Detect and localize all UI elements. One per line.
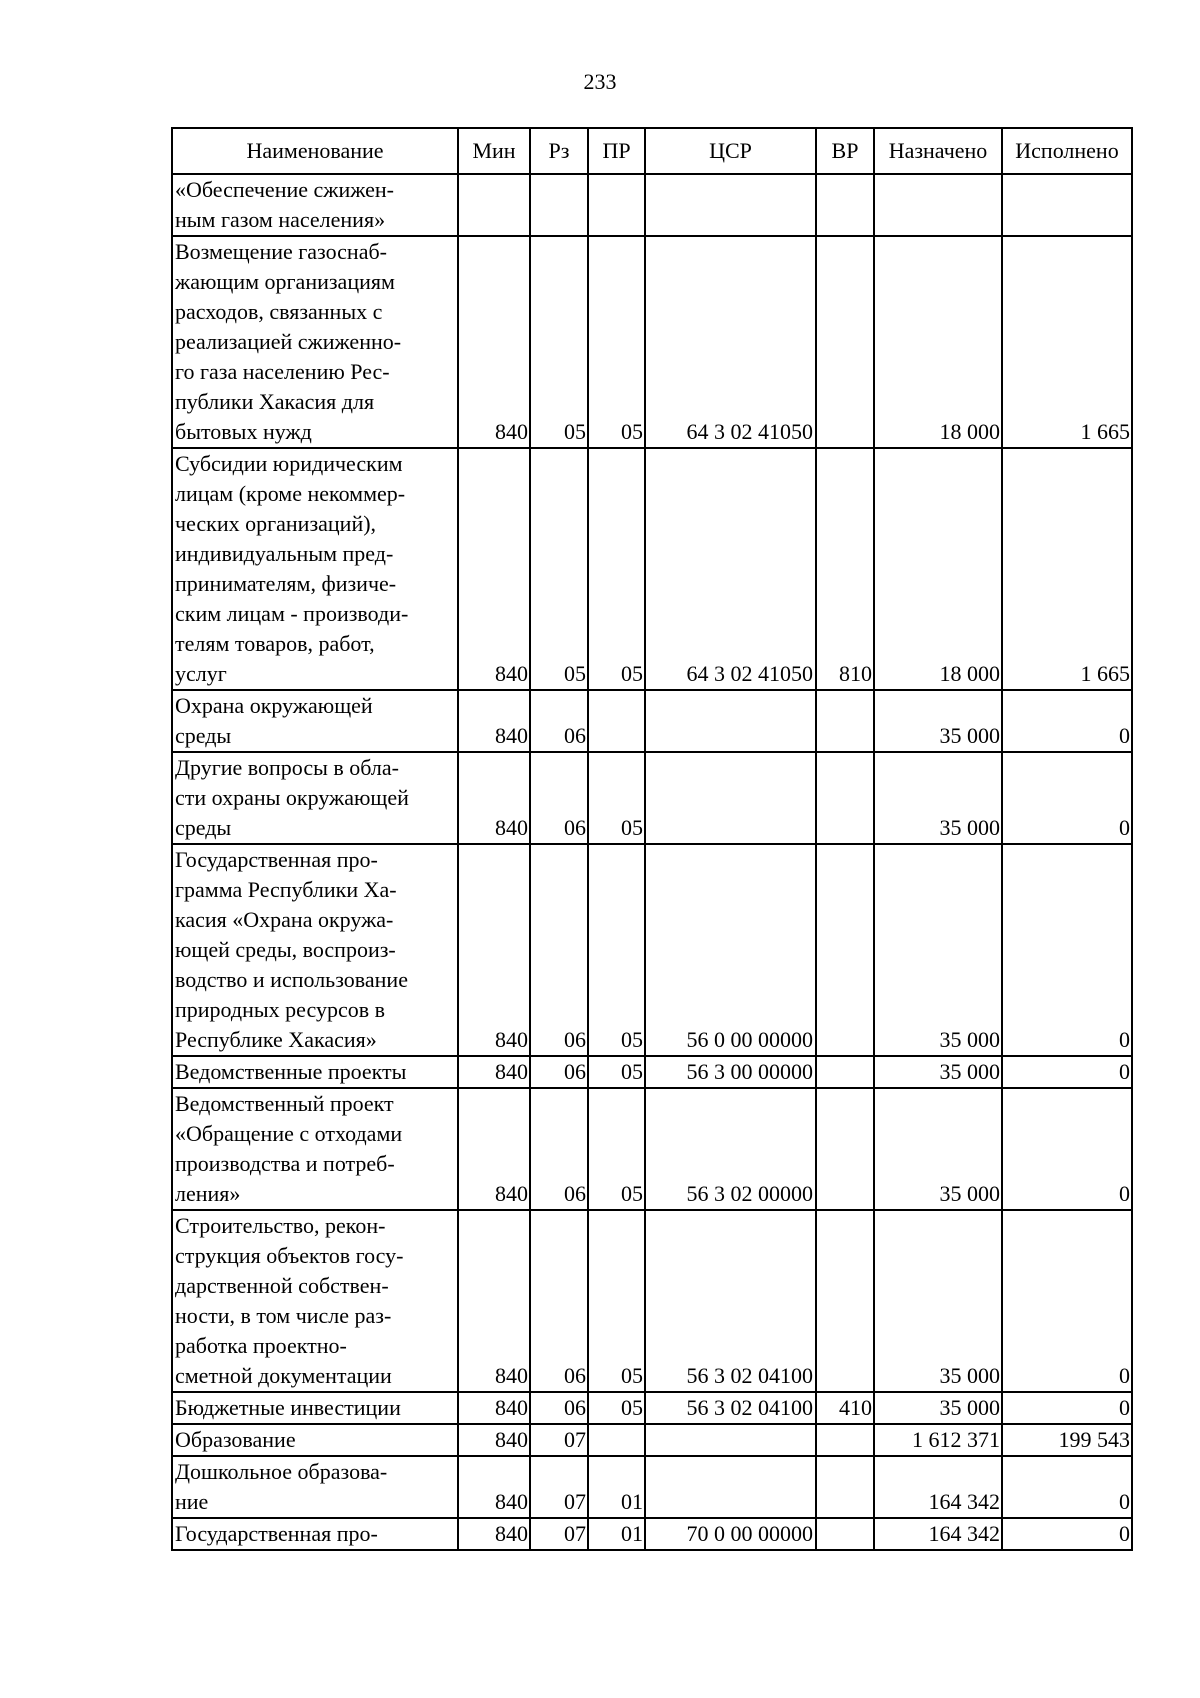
cell-min: 840 bbox=[458, 1088, 530, 1210]
cell-csr: 56 3 02 04100 bbox=[645, 1210, 816, 1392]
name-line: жающим организациям bbox=[175, 269, 395, 294]
name-line: го газа населению Рес- bbox=[175, 359, 390, 384]
cell-vr bbox=[816, 752, 874, 844]
name-line: струкция объектов госу- bbox=[175, 1243, 404, 1268]
table-row bbox=[172, 448, 1132, 690]
cell-name bbox=[172, 1392, 458, 1424]
cell-executed: 0 bbox=[1002, 1056, 1132, 1088]
name-line: работка проектно- bbox=[175, 1333, 347, 1358]
name-line: Бюджетные инвестиции bbox=[175, 1395, 401, 1420]
name-line: Охрана окружающей bbox=[175, 693, 373, 718]
cell-name bbox=[172, 1210, 458, 1392]
cell-rz: 06 bbox=[530, 1088, 588, 1210]
cell-pr: 05 bbox=[588, 1056, 645, 1088]
name-line: Дошкольное образова- bbox=[175, 1459, 388, 1484]
col-header-name: Наименование bbox=[172, 128, 458, 174]
cell-pr: 05 bbox=[588, 1210, 645, 1392]
cell-min: 840 bbox=[458, 1056, 530, 1088]
table-row bbox=[172, 174, 1132, 236]
col-header-vr: ВР bbox=[816, 128, 874, 174]
name-line: публики Хакасия для bbox=[175, 389, 375, 414]
cell-assigned: 18 000 bbox=[874, 448, 1002, 690]
cell-rz: 07 bbox=[530, 1424, 588, 1456]
cell-pr: 05 bbox=[588, 752, 645, 844]
table-row bbox=[172, 690, 1132, 752]
cell-executed: 0 bbox=[1002, 752, 1132, 844]
name-line: реализацией сжиженно- bbox=[175, 329, 402, 354]
cell-assigned: 35 000 bbox=[874, 690, 1002, 752]
name-line: среды bbox=[175, 723, 232, 748]
cell-executed: 199 543 bbox=[1002, 1424, 1132, 1456]
name-line: сти охраны окружающей bbox=[175, 785, 409, 810]
cell-assigned: 35 000 bbox=[874, 1210, 1002, 1392]
name-line: телям товаров, работ, bbox=[175, 631, 375, 656]
name-line: Государственная про- bbox=[175, 847, 378, 872]
cell-csr bbox=[645, 174, 816, 236]
cell-assigned: 35 000 bbox=[874, 1392, 1002, 1424]
cell-rz: 06 bbox=[530, 1210, 588, 1392]
name-line: Другие вопросы в обла- bbox=[175, 755, 399, 780]
name-line: Субсидии юридическим bbox=[175, 451, 403, 476]
cell-vr bbox=[816, 1456, 874, 1518]
cell-pr bbox=[588, 690, 645, 752]
cell-pr: 05 bbox=[588, 448, 645, 690]
name-line: грамма Республики Ха- bbox=[175, 877, 397, 902]
cell-csr: 56 3 00 00000 bbox=[645, 1056, 816, 1088]
cell-rz: 07 bbox=[530, 1456, 588, 1518]
cell-pr: 05 bbox=[588, 236, 645, 448]
table-row bbox=[172, 1088, 1132, 1210]
cell-min: 840 bbox=[458, 752, 530, 844]
cell-pr: 05 bbox=[588, 1392, 645, 1424]
name-line: лицам (кроме некоммер- bbox=[175, 481, 406, 506]
cell-min: 840 bbox=[458, 236, 530, 448]
budget-table bbox=[171, 127, 1133, 1551]
col-header-executed: Исполнено bbox=[1002, 128, 1132, 174]
cell-vr bbox=[816, 1088, 874, 1210]
cell-executed: 0 bbox=[1002, 690, 1132, 752]
table-row bbox=[172, 844, 1132, 1056]
cell-min: 840 bbox=[458, 1518, 530, 1550]
table-row bbox=[172, 1456, 1132, 1518]
cell-name bbox=[172, 1518, 458, 1550]
name-line: Республике Хакасия» bbox=[175, 1027, 377, 1052]
cell-assigned: 18 000 bbox=[874, 236, 1002, 448]
cell-vr bbox=[816, 1424, 874, 1456]
cell-pr: 05 bbox=[588, 844, 645, 1056]
name-line: ления» bbox=[175, 1181, 241, 1206]
header-row bbox=[172, 128, 1132, 174]
cell-rz: 05 bbox=[530, 448, 588, 690]
name-line: производства и потреб- bbox=[175, 1151, 395, 1176]
cell-pr bbox=[588, 1424, 645, 1456]
name-line: ным газом населения» bbox=[175, 207, 386, 232]
name-line: водство и использование bbox=[175, 967, 408, 992]
cell-executed: 0 bbox=[1002, 1088, 1132, 1210]
name-line: среды bbox=[175, 815, 232, 840]
name-line: «Обеспечение сжижен- bbox=[175, 177, 395, 202]
cell-executed: 0 bbox=[1002, 1518, 1132, 1550]
name-line: ским лицам - производи- bbox=[175, 601, 409, 626]
cell-rz: 06 bbox=[530, 690, 588, 752]
name-line: услуг bbox=[175, 661, 227, 686]
cell-csr bbox=[645, 1424, 816, 1456]
cell-csr: 64 3 02 41050 bbox=[645, 236, 816, 448]
cell-csr bbox=[645, 1456, 816, 1518]
cell-executed: 0 bbox=[1002, 1456, 1132, 1518]
cell-pr bbox=[588, 174, 645, 236]
name-line: Строительство, рекон- bbox=[175, 1213, 386, 1238]
table-row bbox=[172, 1056, 1132, 1088]
cell-executed: 0 bbox=[1002, 1392, 1132, 1424]
name-line: Ведомственный проект bbox=[175, 1091, 394, 1116]
cell-pr: 01 bbox=[588, 1456, 645, 1518]
name-line: расходов, связанных с bbox=[175, 299, 383, 324]
col-header-assigned: Назначено bbox=[874, 128, 1002, 174]
col-header-rz: Рз bbox=[530, 128, 588, 174]
cell-name bbox=[172, 448, 458, 690]
name-line: Государственная про- bbox=[175, 1521, 378, 1546]
name-line: ющей среды, воспроиз- bbox=[175, 937, 396, 962]
cell-min: 840 bbox=[458, 1424, 530, 1456]
name-line: Возмещение газоснаб- bbox=[175, 239, 387, 264]
cell-assigned: 35 000 bbox=[874, 844, 1002, 1056]
cell-csr: 64 3 02 41050 bbox=[645, 448, 816, 690]
cell-assigned: 1 612 371 bbox=[874, 1424, 1002, 1456]
cell-rz: 06 bbox=[530, 1056, 588, 1088]
cell-vr bbox=[816, 690, 874, 752]
cell-csr bbox=[645, 752, 816, 844]
cell-rz: 07 bbox=[530, 1518, 588, 1550]
cell-csr: 70 0 00 00000 bbox=[645, 1518, 816, 1550]
name-line: ности, в том числе раз- bbox=[175, 1303, 392, 1328]
cell-rz: 06 bbox=[530, 1392, 588, 1424]
cell-name bbox=[172, 1424, 458, 1456]
cell-csr: 56 3 02 00000 bbox=[645, 1088, 816, 1210]
table-row bbox=[172, 1210, 1132, 1392]
cell-name bbox=[172, 236, 458, 448]
cell-pr: 05 bbox=[588, 1088, 645, 1210]
cell-executed: 0 bbox=[1002, 1210, 1132, 1392]
col-header-min: Мин bbox=[458, 128, 530, 174]
cell-rz: 06 bbox=[530, 752, 588, 844]
cell-csr: 56 0 00 00000 bbox=[645, 844, 816, 1056]
cell-name bbox=[172, 174, 458, 236]
col-header-csr: ЦСР bbox=[645, 128, 816, 174]
cell-vr: 810 bbox=[816, 448, 874, 690]
cell-min: 840 bbox=[458, 690, 530, 752]
cell-rz: 05 bbox=[530, 236, 588, 448]
cell-assigned: 164 342 bbox=[874, 1518, 1002, 1550]
cell-vr bbox=[816, 1210, 874, 1392]
table-row bbox=[172, 1518, 1132, 1550]
cell-csr bbox=[645, 690, 816, 752]
cell-min bbox=[458, 174, 530, 236]
col-header-pr: ПР bbox=[588, 128, 645, 174]
cell-min: 840 bbox=[458, 448, 530, 690]
name-line: сметной документации bbox=[175, 1363, 392, 1388]
name-line: бытовых нужд bbox=[175, 419, 312, 444]
cell-name bbox=[172, 1456, 458, 1518]
table-body bbox=[172, 174, 1132, 1550]
cell-min: 840 bbox=[458, 1392, 530, 1424]
table-row bbox=[172, 1424, 1132, 1456]
cell-min: 840 bbox=[458, 1210, 530, 1392]
cell-name bbox=[172, 752, 458, 844]
cell-assigned: 35 000 bbox=[874, 752, 1002, 844]
cell-csr: 56 3 02 04100 bbox=[645, 1392, 816, 1424]
cell-assigned: 35 000 bbox=[874, 1056, 1002, 1088]
name-line: индивидуальным пред- bbox=[175, 541, 394, 566]
name-line: ческих организаций), bbox=[175, 511, 377, 536]
cell-vr: 410 bbox=[816, 1392, 874, 1424]
cell-rz: 06 bbox=[530, 844, 588, 1056]
table-row bbox=[172, 1392, 1132, 1424]
cell-executed bbox=[1002, 174, 1132, 236]
cell-pr: 01 bbox=[588, 1518, 645, 1550]
name-line: Образование bbox=[175, 1427, 296, 1452]
cell-name bbox=[172, 1088, 458, 1210]
cell-assigned: 35 000 bbox=[874, 1088, 1002, 1210]
cell-min: 840 bbox=[458, 1456, 530, 1518]
page-number: 233 bbox=[583, 69, 617, 94]
name-line: природных ресурсов в bbox=[175, 997, 385, 1022]
cell-executed: 1 665 bbox=[1002, 236, 1132, 448]
cell-min: 840 bbox=[458, 844, 530, 1056]
cell-executed: 1 665 bbox=[1002, 448, 1132, 690]
name-line: Ведомственные проекты bbox=[175, 1059, 407, 1084]
name-line: «Обращение с отходами bbox=[175, 1121, 403, 1146]
cell-name bbox=[172, 844, 458, 1056]
cell-vr bbox=[816, 174, 874, 236]
cell-executed: 0 bbox=[1002, 844, 1132, 1056]
name-line: ние bbox=[175, 1489, 209, 1514]
name-line: касия «Охрана окружа- bbox=[175, 907, 394, 932]
cell-name bbox=[172, 690, 458, 752]
cell-name bbox=[172, 1056, 458, 1088]
cell-vr bbox=[816, 1518, 874, 1550]
cell-assigned: 164 342 bbox=[874, 1456, 1002, 1518]
name-line: дарственной собствен- bbox=[175, 1273, 389, 1298]
name-line: принимателям, физиче- bbox=[175, 571, 397, 596]
cell-vr bbox=[816, 844, 874, 1056]
cell-vr bbox=[816, 1056, 874, 1088]
table-row bbox=[172, 752, 1132, 844]
cell-vr bbox=[816, 236, 874, 448]
cell-rz bbox=[530, 174, 588, 236]
cell-assigned bbox=[874, 174, 1002, 236]
table-row bbox=[172, 236, 1132, 448]
